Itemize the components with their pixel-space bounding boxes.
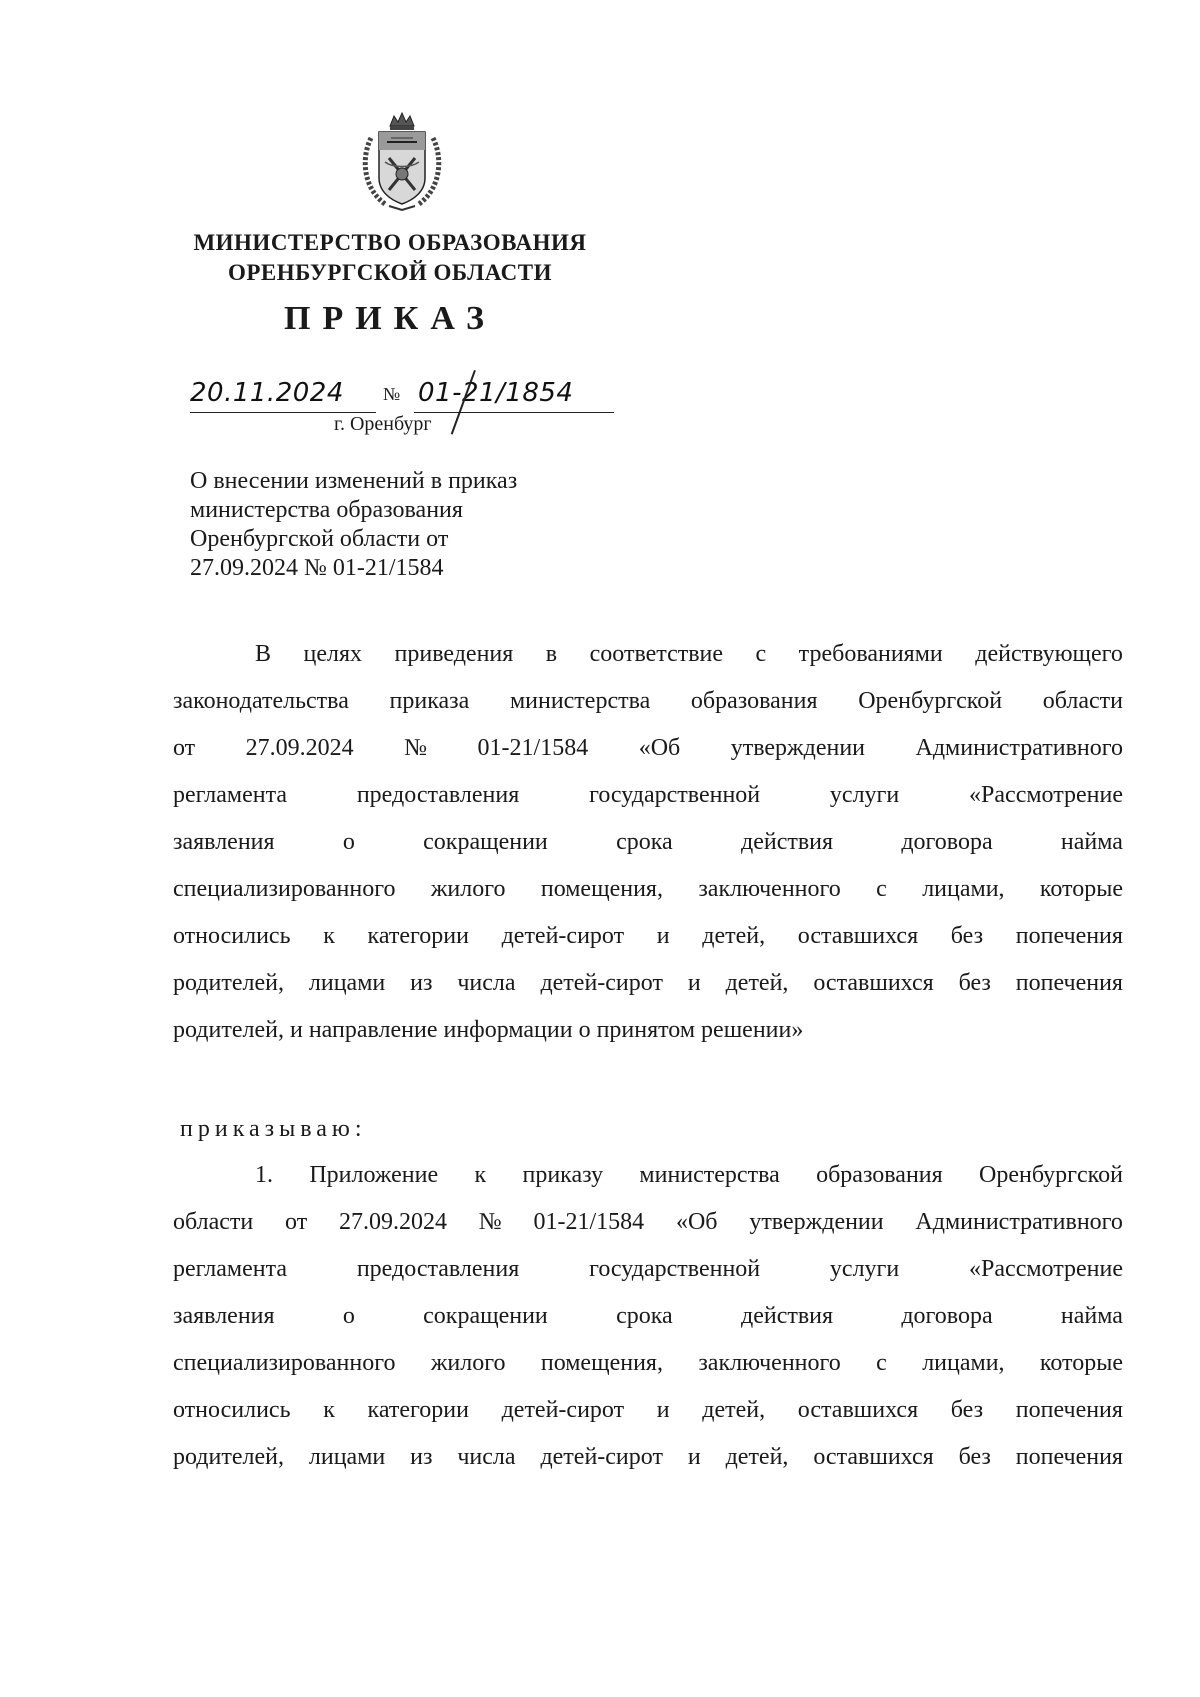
text-line (173, 1152, 1123, 1199)
word: государственной (589, 782, 761, 808)
word: числа (457, 1444, 516, 1470)
text-line (173, 725, 1123, 772)
word: Приложение (309, 1162, 439, 1188)
word: лицами (308, 970, 386, 996)
order-directive-word: приказываю: (180, 1116, 367, 1142)
word: с (876, 876, 887, 902)
word: детей, (702, 1397, 766, 1423)
word: сокращении (423, 1303, 548, 1329)
word: заключенного (698, 1350, 841, 1376)
word: оставшихся (813, 1444, 934, 1470)
word: о (342, 829, 355, 855)
word: и (656, 923, 670, 949)
word: приказу (522, 1162, 604, 1188)
word: категории (367, 923, 469, 949)
text-line (173, 1434, 1123, 1481)
word: специализированного (173, 1350, 396, 1376)
word: жилого (430, 1350, 506, 1376)
word: срока (616, 1303, 673, 1329)
word: № (478, 1209, 502, 1235)
word: области (173, 1209, 254, 1235)
text-line (173, 772, 1123, 819)
word: заявления (173, 1303, 275, 1329)
word: детей, (725, 970, 789, 996)
word: родителей, (173, 970, 284, 996)
word: предоставления (356, 782, 520, 808)
word: детей-сирот (501, 1397, 625, 1423)
word: о (342, 1303, 355, 1329)
word: родителей, (173, 1444, 284, 1470)
word: действия (740, 829, 834, 855)
word: договора (901, 1303, 993, 1329)
word: детей, (725, 1444, 789, 1470)
word: регламента (173, 782, 288, 808)
word: 01-21/1584 (533, 1209, 645, 1235)
word: требованиями (798, 641, 943, 667)
word: государственной (589, 1256, 761, 1282)
word: без (958, 970, 991, 996)
word: детей-сирот (501, 923, 625, 949)
order-number: 01-21/1854 (418, 378, 574, 408)
word: регламента (173, 1256, 288, 1282)
word: законодательства (173, 688, 349, 714)
word: приказа (389, 688, 470, 714)
word: целях (303, 641, 363, 667)
text-line (173, 866, 1123, 913)
word: попечения (1015, 1397, 1123, 1423)
word: области (1042, 688, 1123, 714)
word: которые (1039, 1350, 1123, 1376)
word: услуги (829, 1256, 900, 1282)
word: к (474, 1162, 487, 1188)
word: Административного (915, 1209, 1123, 1235)
word: оставшихся (813, 970, 934, 996)
text-line (173, 1246, 1123, 1293)
word: «Рассмотрение (969, 1256, 1123, 1282)
preamble-paragraph (173, 631, 1123, 1054)
word: Оренбургской (979, 1162, 1123, 1188)
word: без (958, 1444, 991, 1470)
word: без (950, 1397, 984, 1423)
word: без (950, 923, 984, 949)
word: № (404, 735, 428, 761)
word: в (545, 641, 558, 667)
word: соответствие (589, 641, 724, 667)
text-line (173, 1199, 1123, 1246)
word: попечения (1015, 970, 1123, 996)
word: образования (690, 688, 818, 714)
word: предоставления (356, 1256, 520, 1282)
word: 01-21/1584 (477, 735, 589, 761)
word: относились (173, 1397, 291, 1423)
word: из (410, 1444, 433, 1470)
word: договора (901, 829, 993, 855)
subject-line: Оренбургской области от (190, 526, 449, 552)
word: специализированного (173, 876, 396, 902)
text-line (173, 913, 1123, 960)
word: с (876, 1350, 887, 1376)
text-line (173, 1387, 1123, 1434)
word: от (173, 735, 196, 761)
word: услуги (829, 782, 900, 808)
word: жилого (430, 876, 506, 902)
text-line (173, 631, 1123, 678)
subject-line: 27.09.2024 № 01-21/1584 (190, 555, 444, 581)
word: 27.09.2024 (245, 735, 354, 761)
number-sign: № (383, 384, 401, 404)
word: «Об (638, 735, 681, 761)
word: числа (457, 970, 516, 996)
word: министерства (509, 688, 651, 714)
word: оставшихся (797, 1397, 919, 1423)
order-date: 20.11.2024 (190, 378, 344, 408)
text-line (173, 1340, 1123, 1387)
word: действия (740, 1303, 834, 1329)
word: категории (367, 1397, 469, 1423)
word: В (255, 641, 272, 667)
word: заключенного (698, 876, 841, 902)
word: «Об (675, 1209, 718, 1235)
ministry-name-line1: МИНИСТЕРСТВО ОБРАЗОВАНИЯ (193, 230, 587, 255)
word: к (323, 1397, 335, 1423)
word: министерства (639, 1162, 780, 1188)
word: и (687, 1444, 701, 1470)
word: попечения (1015, 1444, 1123, 1470)
word: Административного (915, 735, 1123, 761)
text-line: родителей, и направление информации о принятом решении» (173, 1017, 804, 1043)
word: попечения (1015, 923, 1123, 949)
order-item-1 (173, 1152, 1123, 1481)
word: из (410, 970, 433, 996)
word: 1. (255, 1162, 273, 1188)
word: приведения (394, 641, 514, 667)
word: лицами, (922, 876, 1005, 902)
word: лицами (308, 1444, 386, 1470)
text-line (173, 1293, 1123, 1340)
word: 27.09.2024 (339, 1209, 447, 1235)
word: и (687, 970, 701, 996)
word: помещения, (540, 1350, 663, 1376)
word: образования (816, 1162, 943, 1188)
text-line (173, 960, 1123, 1007)
word: найма (1060, 1303, 1123, 1329)
word: оставшихся (797, 923, 919, 949)
order-subject (190, 467, 610, 583)
ministry-name-line2: ОРЕНБУРГСКОЙ ОБЛАСТИ (227, 260, 553, 285)
word: срока (616, 829, 673, 855)
word: помещения, (540, 876, 663, 902)
document-type-title: ПРИКАЗ (284, 300, 496, 337)
coat-of-arms-emblem (357, 108, 447, 212)
word: заявления (173, 829, 275, 855)
word: детей, (702, 923, 766, 949)
text-line (173, 678, 1123, 725)
word: детей-сирот (540, 970, 663, 996)
word: детей-сирот (540, 1444, 663, 1470)
word: с (755, 641, 767, 667)
word: относились (173, 923, 291, 949)
city-label: г. Оренбург (334, 413, 432, 435)
number-underline (414, 412, 614, 413)
word: «Рассмотрение (969, 782, 1123, 808)
word: найма (1060, 829, 1123, 855)
word: утверждении (730, 735, 866, 761)
word: к (323, 923, 335, 949)
word: и (656, 1397, 670, 1423)
word: лицами, (922, 1350, 1005, 1376)
word: которые (1039, 876, 1123, 902)
word: Оренбургской (858, 688, 1003, 714)
word: действующего (975, 641, 1123, 667)
subject-line: министерства образования (190, 497, 463, 523)
word: утверждении (749, 1209, 884, 1235)
text-line (173, 819, 1123, 866)
subject-line: О внесении изменений в приказ (190, 468, 518, 494)
word: сокращении (423, 829, 548, 855)
word: от (285, 1209, 308, 1235)
